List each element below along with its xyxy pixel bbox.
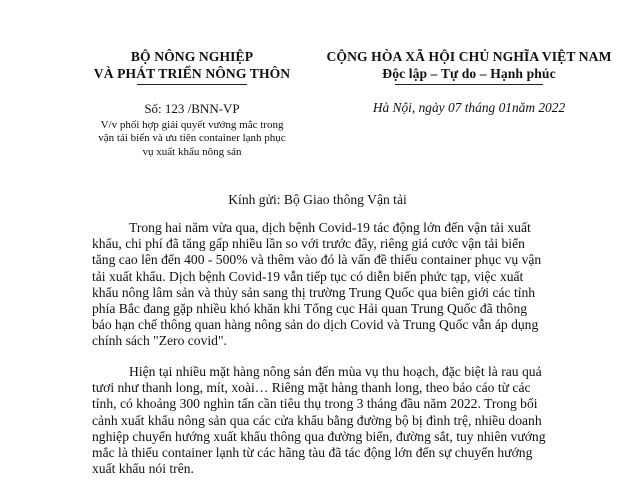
subject-line: V/v phối hợp giải quyết vướng mắc trong xyxy=(100,119,284,131)
national-header xyxy=(314,48,624,85)
motto-underline xyxy=(395,84,543,85)
document-number: Số: 123 /BNN-VP xyxy=(144,101,240,116)
paragraph-line: mắc là thiếu container lạnh từ các hãng tàu đã tác động lớn đến sự chuyển hướng xyxy=(92,445,533,461)
paragraph-line: xuất khẩu nói trên. xyxy=(92,461,194,477)
paragraph-line: khẩu nông lâm sản và thủy sản sang thị trường Trung Quốc qua biên giới các tỉnh xyxy=(92,284,536,300)
paragraph-1 xyxy=(92,220,618,350)
document-date: Hà Nội, ngày 07 tháng 01năm 2022 xyxy=(372,100,566,115)
paragraph-line: phía Bắc đang gặp nhiều khó khăn khi Tổng cục Hải quan Trung Quốc đã thông xyxy=(92,301,528,317)
paragraph-line: cảnh xuất khẩu nông sản qua các cửa khẩu bằng đường bộ bị đình trệ, nhiều doanh xyxy=(92,412,542,428)
paragraph-line: báo hạn chế thông quan hàng nông sản do dịch Covid và Trung Quốc vẫn áp dụng xyxy=(92,317,539,333)
paragraph-line: tải xuất khẩu. Dịch bệnh Covid-19 vẫn tiếp tục có diễn biến phức tạp, việc xuất xyxy=(92,268,524,284)
national-motto: Độc lập – Tự do – Hạnh phúc xyxy=(382,66,556,81)
paragraph-line: khẩu, chi phí đã tăng gấp nhiều lần so với trước đây, riêng giá cước vận tải biển xyxy=(92,236,525,252)
ministry-header xyxy=(52,48,332,85)
subject-line: vận tải biển và ưu tiên container lạnh phục xyxy=(98,132,286,145)
recipient-line: Kính gửi: Bộ Giao thông Vận tải xyxy=(228,192,407,207)
national-title: CỘNG HÒA XÃ HỘI CHỦ NGHĨA VIỆT NAM xyxy=(326,49,612,64)
ministry-name-line1: BỘ NÔNG NGHIỆP xyxy=(130,49,254,64)
paragraph-line: tỉnh, có khoảng 300 nghìn tấn cần tiêu thụ trong 3 tháng đầu năm 2022. Trong bối xyxy=(92,396,538,412)
paragraph-2 xyxy=(92,364,618,477)
subject-line: vụ xuất khẩu nông sản xyxy=(142,145,242,158)
ministry-name-line2: VÀ PHÁT TRIỂN NÔNG THÔN xyxy=(93,66,291,81)
paragraph-line: Hiện tại nhiều mặt hàng nông sản đến mùa vụ thu hoạch, đặc biệt là rau quả xyxy=(129,364,542,379)
paragraph-line: chính sách "Zero covid". xyxy=(92,333,227,349)
ministry-underline xyxy=(137,84,247,85)
paragraph-line: tươi như thanh long, mít, xoài… Riêng mặt hàng thanh long, theo báo cáo từ các xyxy=(92,380,531,396)
paragraph-line: tăng cao lên đến 400 - 500% và thêm vào đó là vấn đề thiếu container phục vụ vận xyxy=(92,252,542,268)
document-subject xyxy=(52,119,332,159)
paragraph-line: nghiệp chuyển hướng xuất khẩu thông qua đường biển, đường sắt, tuy nhiên vướng xyxy=(92,428,546,444)
paragraph-line: Trong hai năm vừa qua, dịch bệnh Covid-19 tác động lớn đến vận tải xuất xyxy=(129,220,531,235)
